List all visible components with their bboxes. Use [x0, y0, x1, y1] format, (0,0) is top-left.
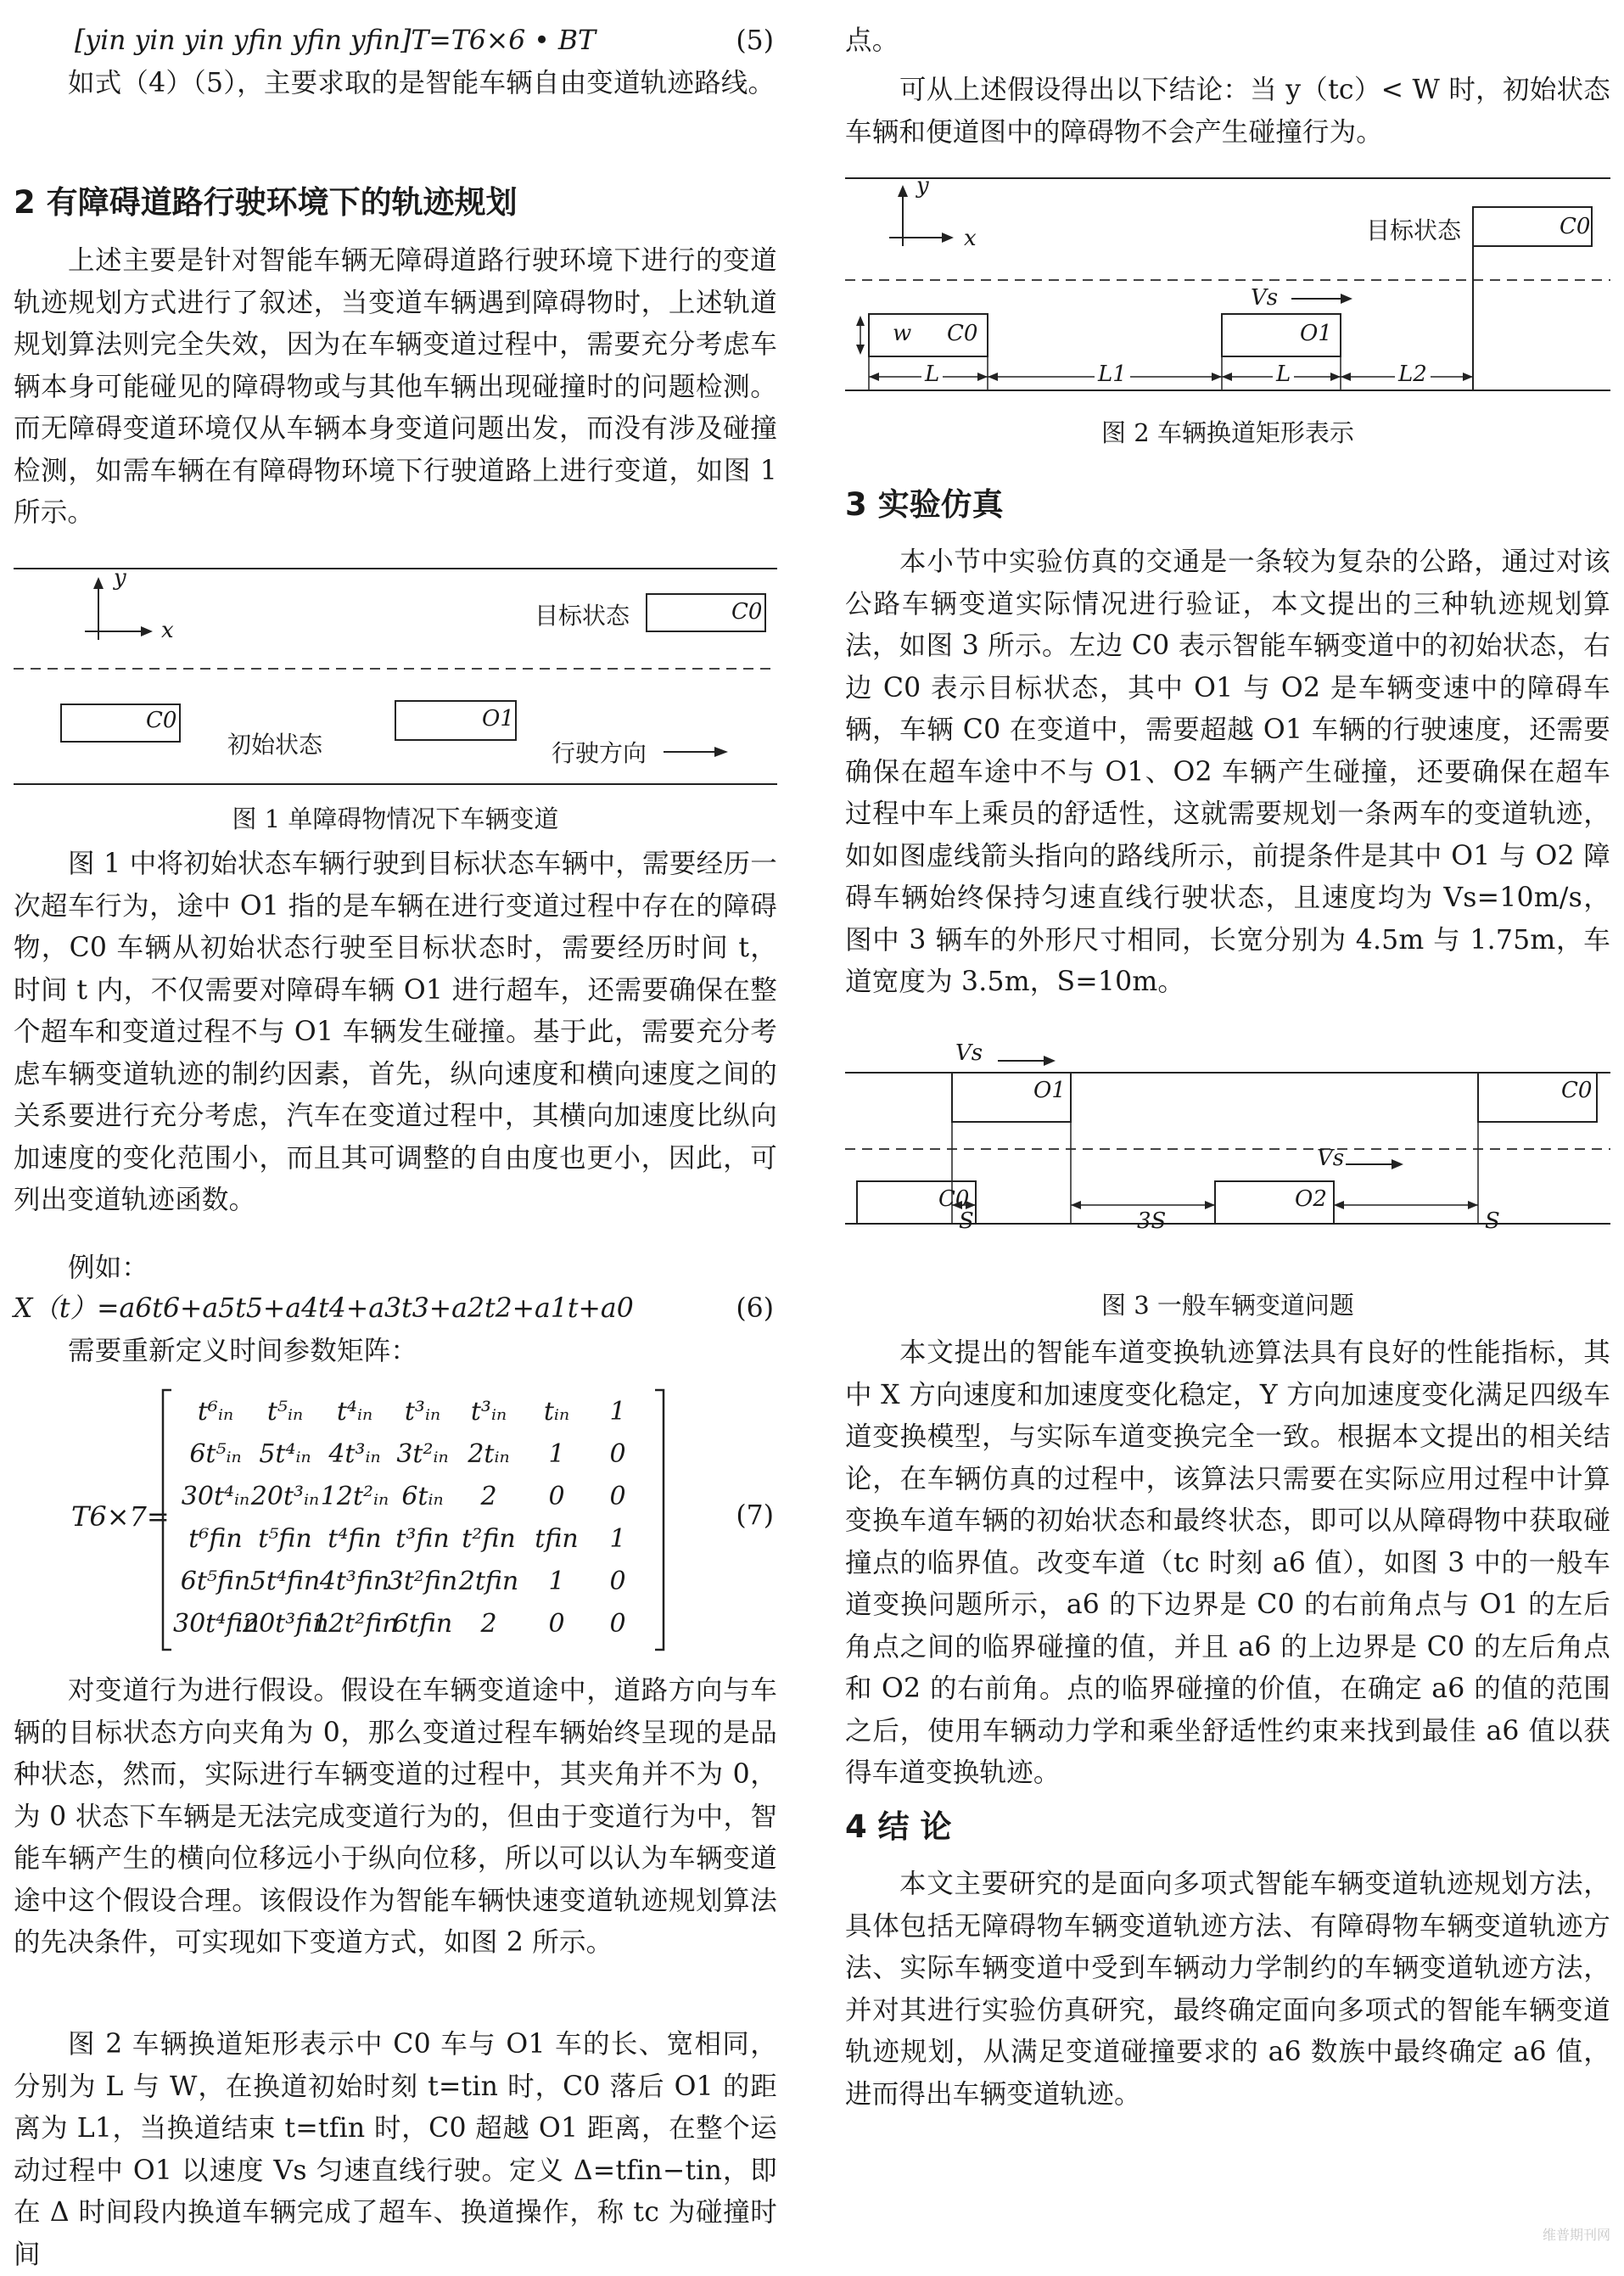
fig3-c0-target: C0 — [1561, 1078, 1593, 1103]
matrix-cell: 0 — [548, 1609, 565, 1639]
equation-5 — [75, 20, 777, 61]
paragraph-conclusion-assumption: 可从上述假设得出以下结论：当 y（tc）< W 时，初始状态车辆和便道图中的障碍物不会产生碰撞行为。 — [845, 75, 1610, 148]
matrix-cell: t⁴fin — [328, 1524, 382, 1554]
matrix-cell: 5t⁴ᵢₙ — [259, 1439, 311, 1469]
equation-6 — [14, 1288, 777, 1329]
fig1-target-label: 目标状态 — [535, 602, 630, 630]
matrix-cell: 20t³ᵢₙ — [250, 1482, 320, 1511]
matrix-cell: 1 — [609, 1397, 626, 1427]
matrix-cell: t⁶ᵢₙ — [197, 1397, 234, 1427]
matrix-cell: 6t⁵fin — [180, 1567, 251, 1596]
paragraph-assumption: 对变道行为进行假设。假设在车辆变道途中，道路方向与车辆的目标状态方向夹角为 0，那么变道过程车辆始终呈现的是品种状态，然而，实际进行车辆变道的过程中，其夹角并不为 0，为 0 状态下车辆是无法完成变道行为的，但由于变道行为中，智能车辆产生的横向位移远小于纵向位移，所以可以认为车辆变道途中这个假设合理。该假设作为智能车辆快速变道轨迹规划算法的先决条件，可实现如下变道方式，如图 2 所示。 — [14, 1675, 777, 1958]
matrix-cell: 12t²ᵢₙ — [320, 1482, 389, 1511]
fig1-target-car: C0 — [731, 599, 763, 625]
fig2-L: L — [921, 362, 943, 387]
paragraph-section-4: 本文主要研究的是面向多项式智能车辆变道轨迹规划方法，具体包括无障碍物车辆变道轨迹方法、有障碍物车辆变道轨迹方法、实际车辆变道中受到车辆动力学制约的车辆变道轨迹方法，并对其进行实验仿真研究，最终确定面向多项式的智能车辆变道轨迹规划，从满足变道碰撞要求的 a6 数族中最终确定 a6 值，进而得出车辆变道轨迹。 — [845, 1869, 1610, 2110]
matrix-cell: t³fin — [395, 1524, 450, 1554]
equation-6-number: (6) — [736, 1293, 774, 1324]
matrix-cell: 1 — [548, 1439, 565, 1469]
fig3-o1: O1 — [1033, 1078, 1066, 1103]
matrix-cell: 1 — [609, 1524, 626, 1554]
paragraph-figure-1: 图 1 中将初始状态车辆行驶到目标状态车辆中，需要经历一次超车行为，途中 O1 指的是车辆在进行变道过程中存在的障碍物，C0 车辆从初始状态行驶至目标状态时，需要经历时间 t，时间 t 内，不仅需要对障碍车辆 O1 进行超车，还需要确保在整个超车和变道过程不与 O1 车辆发生碰撞。基于此，需要充分考虑车辆变道轨迹的制约因素，首先，纵向速度和横向速度之间的关系要进行充分考虑，汽车在变道过程中，其横向加速度比纵向加速度的变化范围小，而且其可调整的自由度也更小，因此，可列出变道轨迹函数。 — [14, 849, 777, 1215]
matrix-cell: t⁵fin — [258, 1524, 312, 1554]
matrix-cell: 2tᵢₙ — [468, 1439, 510, 1469]
paragraph-figure-2: 图 2 车辆换道矩形表示中 C0 车与 O1 车的长、宽相同，分别为 L 与 W，在换道初始时刻 t=tin 时，C0 落后 O1 的距离为 L1，当换道结束 t=tfin 时，C0 超越 O1 距离，在整个运动过程中 O1 以速度 Vs 匀速直线行驶。定义 Δ=tfin−tin，即在 Δ 时间段内换道车辆完成了超车、换道操作，称 tc 为碰撞时间 — [14, 2029, 777, 2270]
figure-2 — [845, 170, 1610, 407]
matrix-cell: 6tᵢₙ — [401, 1482, 444, 1511]
fig1-init-label: 初始状态 — [227, 731, 323, 759]
fig2-x-label: x — [964, 226, 977, 251]
figure-1 — [14, 562, 777, 795]
fig2-y-label: y — [916, 173, 929, 199]
fig3-vs-bottom: Vs — [1317, 1146, 1345, 1171]
figure-2-caption: 图 2 车辆换道矩形表示 — [1101, 418, 1354, 447]
fig2-L2: L2 — [1395, 362, 1431, 387]
fig2-o1: O1 — [1300, 321, 1332, 346]
figure-3 — [845, 1040, 1610, 1270]
equation-5-body: [yin yin yin yfin yfin yfin]T=T6×6 • BT — [75, 25, 596, 56]
matrix-cell: t³ᵢₙ — [470, 1397, 507, 1427]
matrix-cell: 0 — [609, 1482, 626, 1511]
figure-2-diagram — [845, 170, 1610, 407]
matrix-cell: 6t⁵ᵢₙ — [189, 1439, 242, 1469]
fig2-L1: L1 — [1095, 362, 1130, 387]
figure-3-diagram — [845, 1040, 1610, 1270]
paragraph-section-3: 本小节中实验仿真的交通是一条较为复杂的公路，通过对该公路车辆变道实际情况进行验证，本文提出的三种轨迹规划算法，如图 3 所示。左边 C0 表示智能车辆变道中的初始状态，右边 C0 表示目标状态，其中 O1 与 O2 是车辆变速中的障碍车辆，车辆 C0 在变道中，需要超越 O1 车辆的行驶速度，还需要确保在超车途中不与 O1、O2 车辆产生碰撞，还要确保在超车过程中车上乘员的舒适性，这就需要规划一条两车的变道轨迹，如如图虚线箭头指向的路线所示，前提条件是其中 O1 与 O2 障碍车辆始终保持匀速直线行驶状态，且速度均为 Vs=10m/s，图中 3 辆车的外形尺寸相同，长宽分别为 4.5m 与 1.75m，车道宽度为 3.5m，S=10m。 — [845, 547, 1610, 997]
watermark: 维普期刊网 — [1542, 2227, 1610, 2243]
fig1-direction: 行驶方向 — [552, 739, 647, 767]
fig3-vs-top: Vs — [955, 1040, 983, 1066]
matrix-cell: 0 — [609, 1609, 626, 1639]
fig1-obstacle: O1 — [482, 706, 514, 732]
paragraph-figure-3: 本文提出的智能车道变换轨迹算法具有良好的性能指标，其中 X 方向速度和加速度变化稳定，Y 方向加速度变化满足四级车道变换模型，与实际车道变换完全一致。根据本文提出的相关结论，在车辆仿真的过程中，该算法只需要在实际应用过程中计算变换车道车辆的初始状态和最终状态，即可以从障碍物中获取碰撞点的临界值。改变车道（tc 时刻 a6 值），如图 3 中的一般车道变换问题所示，a6 的下边界是 C0 的右前角点与 O1 的左后角点之间的临界碰撞的值，并且 a6 的上边界是 C0 的左后角点和 O2 的右前角。点的临界碰撞的价值，在确定 a6 的值的范围之后，使用车辆动力学和乘坐舒适性约束来找到最佳 a6 值以获得车道变换轨迹。 — [845, 1337, 1610, 1788]
matrix-cell: 2 — [480, 1609, 497, 1639]
matrix-cell: 4t³ᵢₙ — [328, 1439, 381, 1469]
matrix-cell: 20t³fin — [243, 1609, 329, 1639]
matrix-cell: 0 — [609, 1567, 626, 1596]
matrix-cell: 0 — [548, 1482, 565, 1511]
fig2-target-label: 目标状态 — [1366, 216, 1462, 244]
matrix-cell: 3t²fin — [387, 1567, 458, 1596]
fig1-init-car: C0 — [146, 708, 177, 733]
matrix-cell: 1 — [548, 1567, 565, 1596]
fig1-x-label: x — [161, 618, 174, 643]
fig2-target-car: C0 — [1560, 214, 1591, 239]
matrix-cell: t⁴ᵢₙ — [336, 1397, 373, 1427]
matrix-cell: 3t²ᵢₙ — [396, 1439, 449, 1469]
fig2-L-2: L — [1273, 362, 1294, 387]
matrix-cell: 0 — [609, 1439, 626, 1469]
figure-1-diagram — [14, 562, 777, 795]
matrix-cell: 2 — [480, 1482, 497, 1511]
fig2-w: w — [893, 321, 912, 346]
matrix-cell: tfin — [535, 1524, 579, 1554]
fig3-c0-init: C0 — [938, 1186, 970, 1212]
matrix-cell: t³ᵢₙ — [404, 1397, 441, 1427]
matrix-cell: t⁶fin — [188, 1524, 243, 1554]
equation-6-body: X（t）=a6t6+a5t5+a4t4+a3t3+a2t2+a1t+a0 — [14, 1293, 634, 1324]
matrix-cell: 6tfin — [392, 1609, 453, 1639]
matrix-cell: 12t²fin — [312, 1609, 399, 1639]
fig1-y-label: y — [114, 565, 126, 591]
paragraph-continuation: 点。 — [845, 25, 899, 56]
paragraph-section-2: 上述主要是针对智能车辆无障碍道路行驶环境下进行的变道轨迹规划方式进行了叙述，当变道车辆遇到障碍物时，上述轨道规划算法则完全失效，因为在车辆变道过程中，需要充分考虑车辆本身可能碰见的障碍物或与其他车辆出现碰撞时的问题检测。而无障碍变道环境仅从车辆本身变道问题出发，而没有涉及碰撞检测，如需车辆在有障碍物环境下行驶道路上进行变道，如图 1 所示。 — [14, 245, 777, 528]
matrix-cell: t⁵ᵢₙ — [266, 1397, 304, 1427]
matrix-cell: 30t⁴ᵢₙ — [181, 1482, 250, 1511]
fig3-s-mid: 3S — [1137, 1208, 1167, 1234]
equation-7-number: (7) — [736, 1500, 774, 1531]
matrix-cell: tᵢₙ — [543, 1397, 570, 1427]
equation-5-number: (5) — [736, 25, 774, 56]
paragraph-after-eq5: 如式（4）（5），主要求取的是智能车辆自由变道轨迹路线。 — [68, 68, 776, 98]
paragraph-example: 例如： — [68, 1253, 149, 1283]
fig3-o2: O2 — [1295, 1186, 1327, 1212]
section-3-title: 3 实验仿真 — [845, 486, 1004, 523]
section-2-title: 2 有障碍道路行驶环境下的轨迹规划 — [14, 184, 518, 221]
matrix-cell: t²fin — [462, 1524, 516, 1554]
section-4-title: 4 结 论 — [845, 1808, 952, 1845]
matrix-cell: 30t⁴fin — [173, 1609, 260, 1639]
fig3-s-right: S — [1485, 1208, 1500, 1234]
figure-1-caption: 图 1 单障碍物情况下车辆变道 — [232, 804, 559, 833]
fig2-vs: Vs — [1251, 285, 1279, 311]
equation-7 — [14, 1385, 777, 1657]
fig2-c0: C0 — [947, 321, 978, 346]
fig3-s-left: S — [959, 1208, 974, 1234]
equation-7-lhs: T6×7= — [71, 1500, 170, 1533]
matrix-cell: 2tfin — [458, 1567, 519, 1596]
matrix-cell: 5t⁴fin — [249, 1567, 321, 1596]
matrix-cell: 4t³fin — [319, 1567, 390, 1596]
paragraph-redefine: 需要重新定义时间参数矩阵： — [68, 1336, 418, 1366]
figure-3-caption: 图 3 一般车辆变道问题 — [1101, 1291, 1354, 1320]
